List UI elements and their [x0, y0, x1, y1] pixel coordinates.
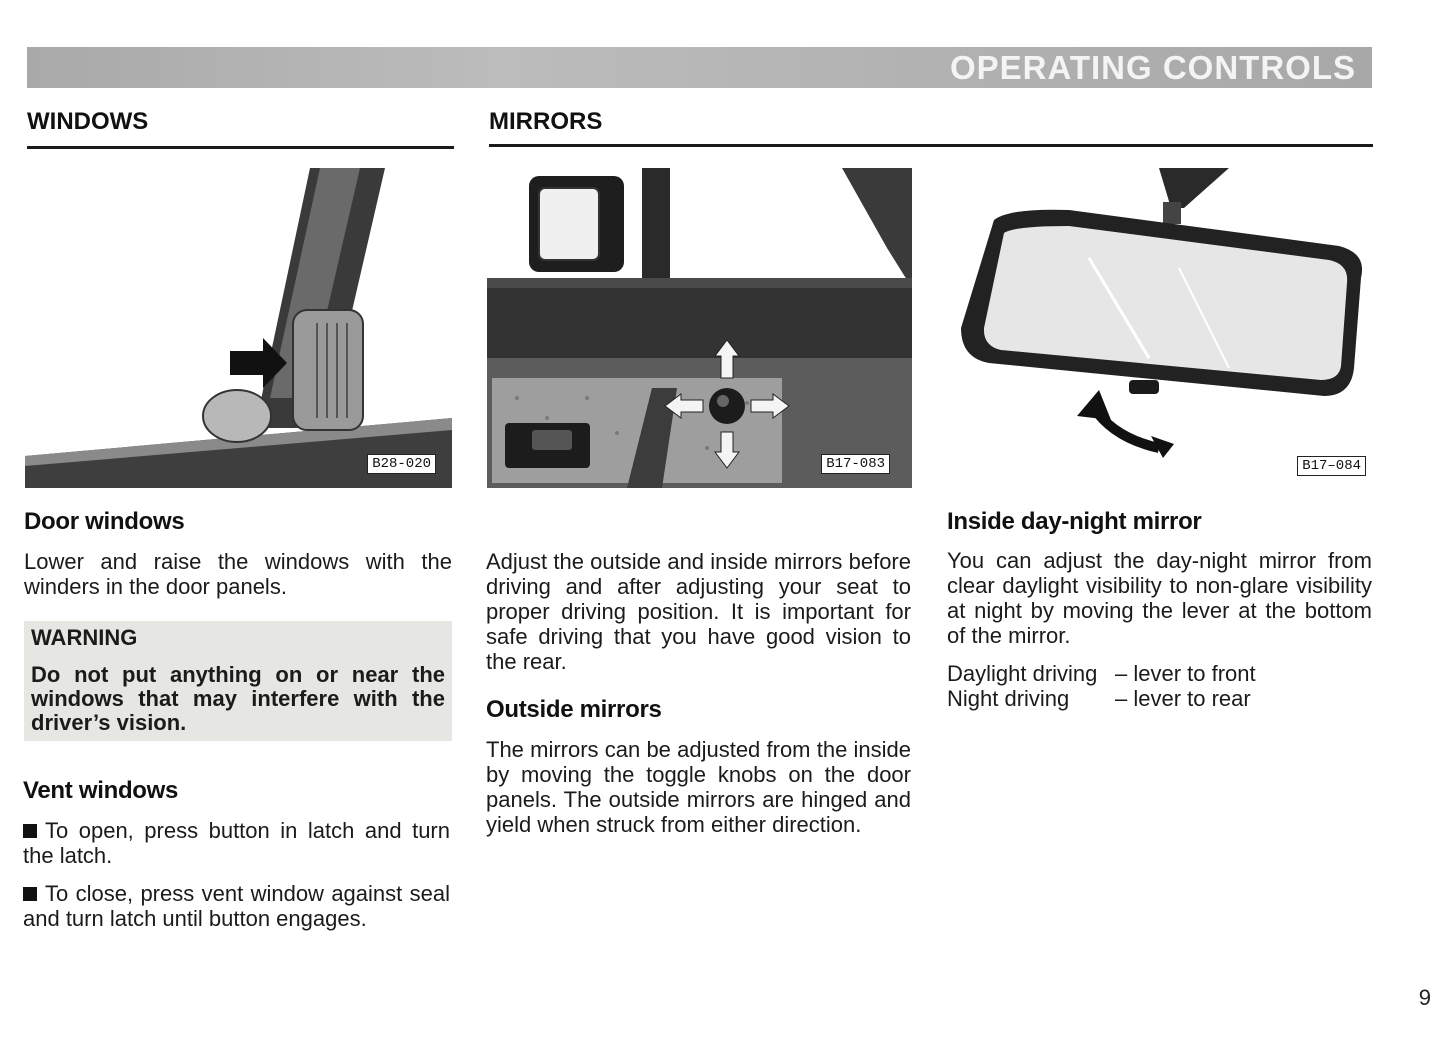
outside-mirror-figure [487, 168, 912, 488]
window-winder-figure [25, 168, 452, 488]
mode-row-night [947, 686, 1256, 711]
door-windows-text: Lower and raise the windows with the winders in the door panels. [24, 549, 452, 599]
banner-title: OPERATING CONTROLS [949, 49, 1356, 86]
page-number: 9 [1418, 985, 1431, 1010]
figure-code-b17-084: B17–084 [1297, 456, 1366, 476]
bullet-square [23, 824, 37, 838]
mode-setting: – lever to rear [1115, 686, 1251, 711]
day-night-mode-table [947, 661, 1256, 711]
mirrors-intro-text: Adjust the outside and inside mirrors before driving and after adjusting your seat to proper driving position. It is important for safe driving that you have good vision to the rear. [486, 549, 911, 674]
inside-mirror-title: Inside day-night mirror [947, 508, 1202, 535]
figure-code-b17-083: B17-083 [821, 454, 890, 474]
mode-condition: Night driving [947, 686, 1070, 711]
warning-box [24, 621, 452, 741]
warning-text: Do not put anything on or near the windows that may interfere with the driver’s vision. [31, 662, 445, 735]
figure-code-b28-020: B28-020 [367, 454, 436, 474]
outside-mirrors-text: The mirrors can be adjusted from the inside by moving the toggle knobs on the door panels. The outside mirrors are hinged and yield when struck from either direction. [486, 737, 911, 837]
bullet-square [23, 887, 37, 901]
mode-condition: Daylight driving [947, 661, 1098, 686]
section-banner [27, 47, 1372, 88]
warning-label: WARNING [31, 625, 138, 650]
door-windows-title: Door windows [24, 508, 185, 535]
windows-rule [27, 146, 454, 149]
inside-mirror-text: You can adjust the day-night mirror from clear daylight visibility to non-glare visibility at night by moving the lever at the bottom of the mirror. [947, 548, 1372, 648]
mode-setting: – lever to front [1115, 661, 1256, 686]
vent-step-open-text: To open, press button in latch and turn the latch. [23, 818, 450, 868]
inside-mirror-figure [949, 168, 1372, 488]
mirrors-rule [489, 144, 1373, 147]
vent-windows-title: Vent windows [23, 777, 179, 804]
mode-row-daylight [947, 661, 1256, 686]
mirrors-heading: MIRRORS [489, 108, 603, 135]
windows-heading: WINDOWS [27, 108, 149, 135]
vent-step-close [23, 881, 450, 931]
vent-step-open [23, 818, 450, 868]
vent-step-close-text: To close, press vent window against seal and turn latch until button engages. [23, 881, 450, 931]
outside-mirrors-title: Outside mirrors [486, 696, 662, 723]
